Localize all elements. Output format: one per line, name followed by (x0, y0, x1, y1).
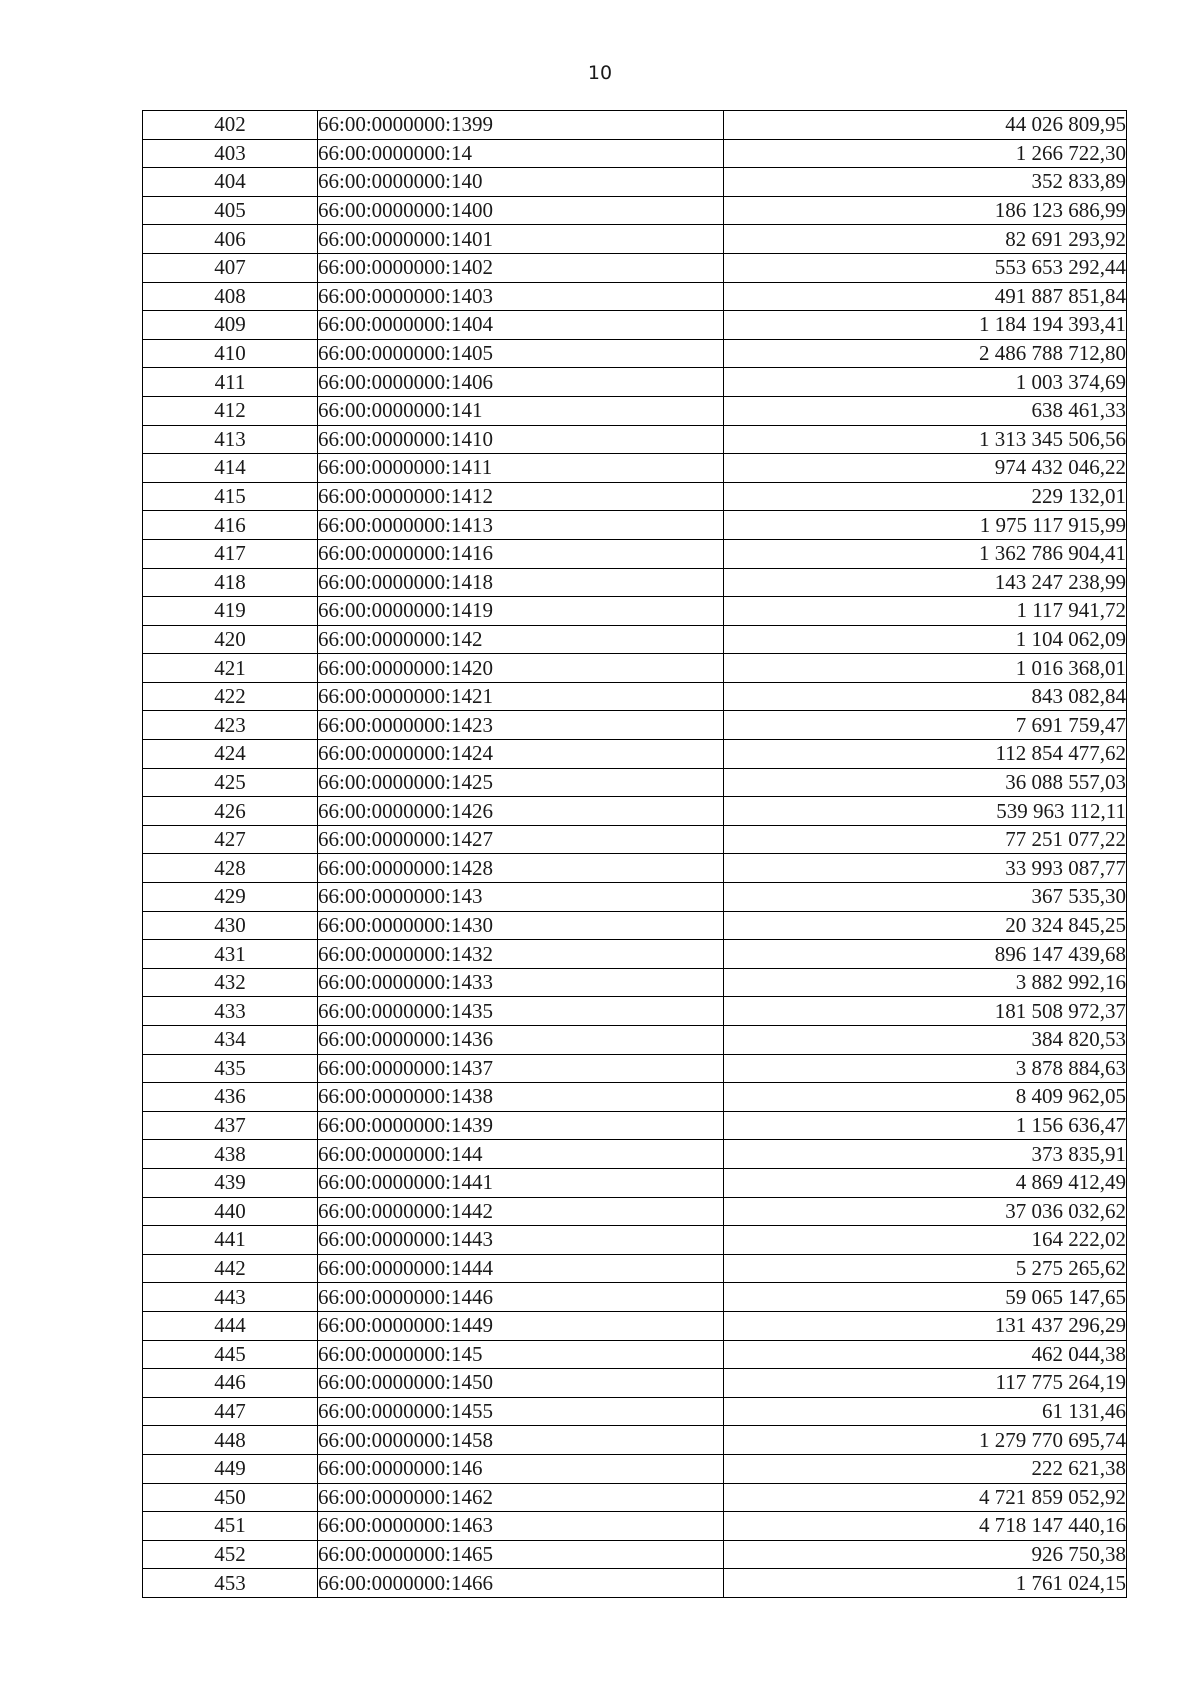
cadastral-value-cell: 117 775 264,19 (724, 1369, 1127, 1398)
table-row (143, 768, 1127, 797)
cadastral-number-cell: 66:00:0000000:1420 (318, 654, 724, 683)
cadastral-number-cell: 66:00:0000000:1404 (318, 311, 724, 340)
row-number-cell: 426 (143, 797, 318, 826)
cadastral-value-cell: 1 104 062,09 (724, 625, 1127, 654)
cadastral-number-cell: 66:00:0000000:1405 (318, 339, 724, 368)
cadastral-value-cell: 1 184 194 393,41 (724, 311, 1127, 340)
table-row (143, 825, 1127, 854)
table-row (143, 1512, 1127, 1541)
row-number-cell: 408 (143, 282, 318, 311)
cadastral-value-cell: 638 461,33 (724, 396, 1127, 425)
row-number-cell: 443 (143, 1283, 318, 1312)
table-row (143, 1026, 1127, 1055)
cadastral-value-cell: 1 761 024,15 (724, 1569, 1127, 1598)
table-row (143, 1369, 1127, 1398)
cadastral-value-cell: 4 721 859 052,92 (724, 1483, 1127, 1512)
cadastral-number-cell: 66:00:0000000:1421 (318, 682, 724, 711)
cadastral-number-cell: 66:00:0000000:1400 (318, 196, 724, 225)
cadastral-number-cell: 66:00:0000000:14 (318, 139, 724, 168)
row-number-cell: 402 (143, 111, 318, 140)
row-number-cell: 411 (143, 368, 318, 397)
table-row (143, 1111, 1127, 1140)
table-row (143, 1340, 1127, 1369)
table-row (143, 1168, 1127, 1197)
row-number-cell: 430 (143, 911, 318, 940)
cadastral-value-cell: 2 486 788 712,80 (724, 339, 1127, 368)
cadastral-number-cell: 66:00:0000000:1428 (318, 854, 724, 883)
row-number-cell: 433 (143, 997, 318, 1026)
cadastral-value-cell: 143 247 238,99 (724, 568, 1127, 597)
cadastral-number-cell: 66:00:0000000:1449 (318, 1311, 724, 1340)
table-row (143, 940, 1127, 969)
row-number-cell: 415 (143, 482, 318, 511)
cadastral-number-cell: 66:00:0000000:146 (318, 1454, 724, 1483)
table-row (143, 1083, 1127, 1112)
table-row (143, 139, 1127, 168)
cadastral-number-cell: 66:00:0000000:1412 (318, 482, 724, 511)
table-row (143, 997, 1127, 1026)
table-row (143, 1426, 1127, 1455)
cadastral-value-cell: 112 854 477,62 (724, 740, 1127, 769)
cadastral-number-cell: 66:00:0000000:1450 (318, 1369, 724, 1398)
table-row (143, 1283, 1127, 1312)
cadastral-number-cell: 66:00:0000000:1436 (318, 1026, 724, 1055)
cadastral-number-cell: 66:00:0000000:1423 (318, 711, 724, 740)
cadastral-number-cell: 66:00:0000000:1403 (318, 282, 724, 311)
cadastral-value-cell: 3 882 992,16 (724, 968, 1127, 997)
row-number-cell: 423 (143, 711, 318, 740)
cadastral-number-cell: 66:00:0000000:1418 (318, 568, 724, 597)
row-number-cell: 413 (143, 425, 318, 454)
cadastral-value-cell: 131 437 296,29 (724, 1311, 1127, 1340)
cadastral-number-cell: 66:00:0000000:1444 (318, 1254, 724, 1283)
table-row (143, 968, 1127, 997)
table-body (143, 111, 1127, 1598)
table-row (143, 339, 1127, 368)
cadastral-number-cell: 66:00:0000000:1441 (318, 1168, 724, 1197)
cadastral-number-cell: 66:00:0000000:144 (318, 1140, 724, 1169)
cadastral-value-cell: 4 718 147 440,16 (724, 1512, 1127, 1541)
row-number-cell: 421 (143, 654, 318, 683)
cadastral-value-cell: 8 409 962,05 (724, 1083, 1127, 1112)
cadastral-value-cell: 44 026 809,95 (724, 111, 1127, 140)
cadastral-number-cell: 66:00:0000000:1424 (318, 740, 724, 769)
cadastral-number-cell: 66:00:0000000:1455 (318, 1397, 724, 1426)
cadastral-number-cell: 66:00:0000000:1426 (318, 797, 724, 826)
table-row (143, 482, 1127, 511)
table-row (143, 625, 1127, 654)
cadastral-value-cell: 7 691 759,47 (724, 711, 1127, 740)
table-row (143, 568, 1127, 597)
table-row (143, 1454, 1127, 1483)
cadastral-value-cell: 1 156 636,47 (724, 1111, 1127, 1140)
row-number-cell: 410 (143, 339, 318, 368)
table-row (143, 311, 1127, 340)
row-number-cell: 404 (143, 168, 318, 197)
cadastral-value-cell: 1 362 786 904,41 (724, 539, 1127, 568)
cadastral-value-cell: 181 508 972,37 (724, 997, 1127, 1026)
cadastral-number-cell: 66:00:0000000:1442 (318, 1197, 724, 1226)
row-number-cell: 449 (143, 1454, 318, 1483)
table-row (143, 511, 1127, 540)
cadastral-value-cell: 1 975 117 915,99 (724, 511, 1127, 540)
table-row (143, 396, 1127, 425)
cadastral-number-cell: 66:00:0000000:1399 (318, 111, 724, 140)
cadastral-number-cell: 66:00:0000000:1438 (318, 1083, 724, 1112)
table-row (143, 740, 1127, 769)
table-row (143, 1226, 1127, 1255)
cadastral-number-cell: 66:00:0000000:1433 (318, 968, 724, 997)
row-number-cell: 416 (143, 511, 318, 540)
row-number-cell: 431 (143, 940, 318, 969)
row-number-cell: 453 (143, 1569, 318, 1598)
cadastral-number-cell: 66:00:0000000:1430 (318, 911, 724, 940)
cadastral-value-cell: 3 878 884,63 (724, 1054, 1127, 1083)
row-number-cell: 442 (143, 1254, 318, 1283)
cadastral-number-cell: 66:00:0000000:1410 (318, 425, 724, 454)
row-number-cell: 425 (143, 768, 318, 797)
cadastral-number-cell: 66:00:0000000:1463 (318, 1512, 724, 1541)
row-number-cell: 450 (143, 1483, 318, 1512)
cadastral-number-cell: 66:00:0000000:1435 (318, 997, 724, 1026)
row-number-cell: 440 (143, 1197, 318, 1226)
table-row (143, 282, 1127, 311)
cadastral-value-cell: 1 313 345 506,56 (724, 425, 1127, 454)
table-row (143, 1397, 1127, 1426)
cadastral-value-cell: 37 036 032,62 (724, 1197, 1127, 1226)
cadastral-number-cell: 66:00:0000000:1439 (318, 1111, 724, 1140)
cadastral-number-cell: 66:00:0000000:1466 (318, 1569, 724, 1598)
row-number-cell: 407 (143, 253, 318, 282)
cadastral-value-table (142, 110, 1127, 1598)
cadastral-number-cell: 66:00:0000000:1406 (318, 368, 724, 397)
row-number-cell: 438 (143, 1140, 318, 1169)
cadastral-value-cell: 553 653 292,44 (724, 253, 1127, 282)
cadastral-value-cell: 491 887 851,84 (724, 282, 1127, 311)
cadastral-number-cell: 66:00:0000000:1427 (318, 825, 724, 854)
row-number-cell: 447 (143, 1397, 318, 1426)
table-row (143, 539, 1127, 568)
cadastral-value-cell: 82 691 293,92 (724, 225, 1127, 254)
cadastral-value-cell: 367 535,30 (724, 883, 1127, 912)
row-number-cell: 446 (143, 1369, 318, 1398)
cadastral-value-cell: 36 088 557,03 (724, 768, 1127, 797)
cadastral-value-cell: 373 835,91 (724, 1140, 1127, 1169)
table-row (143, 111, 1127, 140)
row-number-cell: 412 (143, 396, 318, 425)
row-number-cell: 428 (143, 854, 318, 883)
table-row (143, 368, 1127, 397)
cadastral-number-cell: 66:00:0000000:1411 (318, 454, 724, 483)
cadastral-number-cell: 66:00:0000000:1458 (318, 1426, 724, 1455)
cadastral-value-cell: 352 833,89 (724, 168, 1127, 197)
table-row (143, 711, 1127, 740)
cadastral-value-cell: 1 279 770 695,74 (724, 1426, 1127, 1455)
table-row (143, 253, 1127, 282)
page-number: 10 (587, 62, 613, 84)
table-row (143, 597, 1127, 626)
row-number-cell: 445 (143, 1340, 318, 1369)
cadastral-value-cell: 1 117 941,72 (724, 597, 1127, 626)
cadastral-value-cell: 33 993 087,77 (724, 854, 1127, 883)
cadastral-value-cell: 1 016 368,01 (724, 654, 1127, 683)
row-number-cell: 403 (143, 139, 318, 168)
cadastral-number-cell: 66:00:0000000:1419 (318, 597, 724, 626)
cadastral-number-cell: 66:00:0000000:141 (318, 396, 724, 425)
table-row (143, 454, 1127, 483)
cadastral-number-cell: 66:00:0000000:1401 (318, 225, 724, 254)
cadastral-value-cell: 462 044,38 (724, 1340, 1127, 1369)
cadastral-number-cell: 66:00:0000000:1416 (318, 539, 724, 568)
table-row (143, 654, 1127, 683)
row-number-cell: 414 (143, 454, 318, 483)
cadastral-number-cell: 66:00:0000000:1437 (318, 1054, 724, 1083)
row-number-cell: 427 (143, 825, 318, 854)
table-row (143, 911, 1127, 940)
table-row (143, 1311, 1127, 1340)
row-number-cell: 418 (143, 568, 318, 597)
cadastral-number-cell: 66:00:0000000:142 (318, 625, 724, 654)
row-number-cell: 405 (143, 196, 318, 225)
table-row (143, 425, 1127, 454)
cadastral-value-cell: 1 266 722,30 (724, 139, 1127, 168)
cadastral-value-cell: 186 123 686,99 (724, 196, 1127, 225)
cadastral-value-cell: 77 251 077,22 (724, 825, 1127, 854)
row-number-cell: 419 (143, 597, 318, 626)
cadastral-value-cell: 896 147 439,68 (724, 940, 1127, 969)
table-row (143, 1540, 1127, 1569)
cadastral-number-cell: 66:00:0000000:1462 (318, 1483, 724, 1512)
row-number-cell: 406 (143, 225, 318, 254)
table-row (143, 1054, 1127, 1083)
row-number-cell: 422 (143, 682, 318, 711)
cadastral-number-cell: 66:00:0000000:1446 (318, 1283, 724, 1312)
table-row (143, 196, 1127, 225)
cadastral-value-cell: 61 131,46 (724, 1397, 1127, 1426)
table-row (143, 797, 1127, 826)
cadastral-number-cell: 66:00:0000000:140 (318, 168, 724, 197)
cadastral-value-cell: 1 003 374,69 (724, 368, 1127, 397)
table-row (143, 682, 1127, 711)
cadastral-number-cell: 66:00:0000000:1425 (318, 768, 724, 797)
cadastral-value-cell: 20 324 845,25 (724, 911, 1127, 940)
table-row (143, 883, 1127, 912)
row-number-cell: 452 (143, 1540, 318, 1569)
cadastral-value-cell: 539 963 112,11 (724, 797, 1127, 826)
cadastral-value-cell: 4 869 412,49 (724, 1168, 1127, 1197)
row-number-cell: 448 (143, 1426, 318, 1455)
row-number-cell: 429 (143, 883, 318, 912)
table-row (143, 225, 1127, 254)
row-number-cell: 439 (143, 1168, 318, 1197)
table-row (143, 1569, 1127, 1598)
row-number-cell: 451 (143, 1512, 318, 1541)
cadastral-number-cell: 66:00:0000000:1465 (318, 1540, 724, 1569)
row-number-cell: 424 (143, 740, 318, 769)
table-row (143, 1483, 1127, 1512)
row-number-cell: 437 (143, 1111, 318, 1140)
cadastral-number-cell: 66:00:0000000:145 (318, 1340, 724, 1369)
table-row (143, 854, 1127, 883)
cadastral-number-cell: 66:00:0000000:1413 (318, 511, 724, 540)
row-number-cell: 417 (143, 539, 318, 568)
row-number-cell: 441 (143, 1226, 318, 1255)
row-number-cell: 409 (143, 311, 318, 340)
cadastral-value-cell: 926 750,38 (724, 1540, 1127, 1569)
cadastral-value-cell: 5 275 265,62 (724, 1254, 1127, 1283)
cadastral-value-cell: 164 222,02 (724, 1226, 1127, 1255)
table-row (143, 1140, 1127, 1169)
cadastral-number-cell: 66:00:0000000:1443 (318, 1226, 724, 1255)
cadastral-value-cell: 384 820,53 (724, 1026, 1127, 1055)
row-number-cell: 432 (143, 968, 318, 997)
row-number-cell: 435 (143, 1054, 318, 1083)
row-number-cell: 420 (143, 625, 318, 654)
cadastral-value-cell: 229 132,01 (724, 482, 1127, 511)
cadastral-number-cell: 66:00:0000000:1432 (318, 940, 724, 969)
cadastral-value-cell: 222 621,38 (724, 1454, 1127, 1483)
cadastral-number-cell: 66:00:0000000:143 (318, 883, 724, 912)
table-row (143, 168, 1127, 197)
row-number-cell: 444 (143, 1311, 318, 1340)
cadastral-value-cell: 59 065 147,65 (724, 1283, 1127, 1312)
table-row (143, 1254, 1127, 1283)
cadastral-number-cell: 66:00:0000000:1402 (318, 253, 724, 282)
cadastral-value-cell: 843 082,84 (724, 682, 1127, 711)
cadastral-value-cell: 974 432 046,22 (724, 454, 1127, 483)
table-row (143, 1197, 1127, 1226)
row-number-cell: 434 (143, 1026, 318, 1055)
row-number-cell: 436 (143, 1083, 318, 1112)
